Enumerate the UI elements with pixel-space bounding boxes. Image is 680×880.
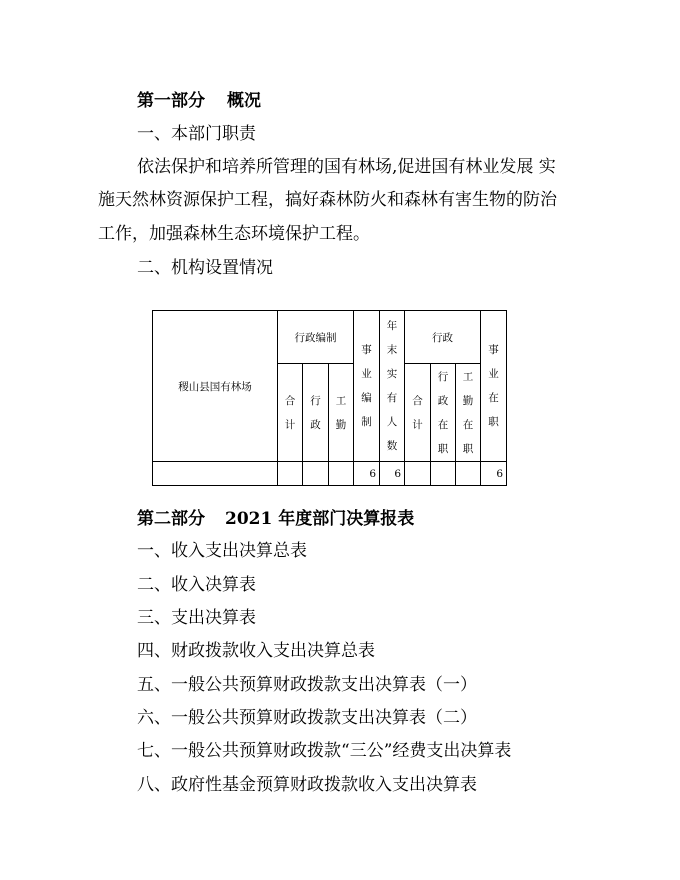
col-g1-admin-header: 行政 <box>303 364 329 462</box>
cell-unit <box>153 462 278 486</box>
part2-heading <box>137 509 680 529</box>
cell-year-end: 6 <box>380 462 405 486</box>
list-item: 三、支出决算表 <box>137 608 256 628</box>
cell-shiye-bianzhi: 6 <box>354 462 380 486</box>
list-item: 八、政府性基金预算财政拨款收入支出决算表 <box>137 775 477 795</box>
table-row <box>153 462 507 486</box>
section2-title: 二、机构设置情况 <box>137 258 273 278</box>
list-item: 七、一般公共预算财政拨款“三公”经费支出决算表 <box>137 741 512 761</box>
list-item: 五、一般公共预算财政拨款支出决算表（一） <box>137 675 477 695</box>
col-g2-total-header: 合计 <box>405 364 431 462</box>
col-g2-service-header: 工勤在职 <box>456 364 481 462</box>
cell-g1-service <box>329 462 354 486</box>
cell-shiye-zaizhi: 6 <box>481 462 507 486</box>
col-g1-service-header: 工勤 <box>329 364 354 462</box>
col-shiye-zaizhi-header: 事业在职 <box>481 311 507 462</box>
list-item: 四、财政拨款收入支出决算总表 <box>137 641 375 661</box>
col-shiye-bianzhi-header: 事业编制 <box>354 311 380 462</box>
part1-heading-number: 第一部分 <box>137 91 205 111</box>
section1-title: 一、本部门职责 <box>137 124 256 144</box>
part1-heading-title: 概况 <box>227 91 261 111</box>
part1-heading <box>137 91 680 111</box>
unit-name-cell: 稷山县国有林场 <box>153 311 278 462</box>
col-g1-total-header: 合计 <box>278 364 303 462</box>
list-item: 一、收入支出决算总表 <box>137 541 307 561</box>
group-admin-header: 行政 <box>405 311 481 364</box>
cell-g2-total <box>405 462 431 486</box>
part2-heading-title: 2021 年度部门决算报表 <box>225 509 415 529</box>
group-admin-staffing-header: 行政编制 <box>278 311 354 364</box>
duties-line-3: 工作，加强森林生态环境保护工程。 <box>98 224 370 244</box>
list-item: 六、一般公共预算财政拨款支出决算表（二） <box>137 708 477 728</box>
cell-g1-total <box>278 462 303 486</box>
cell-g2-admin <box>431 462 456 486</box>
cell-g2-service <box>456 462 481 486</box>
duties-line-1: 依法保护和培养所管理的国有林场,促进国有林业发展 实 <box>137 157 556 177</box>
list-item: 二、收入决算表 <box>137 575 256 595</box>
col-g2-admin-header: 行政在职 <box>431 364 456 462</box>
col-year-end-header: 年末实有人数 <box>380 311 405 462</box>
part2-heading-number: 第二部分 <box>137 509 205 529</box>
staffing-table <box>152 310 507 486</box>
duties-line-2: 施天然林资源保护工程，搞好森林防火和森林有害生物的防治 <box>98 190 557 210</box>
cell-g1-admin <box>303 462 329 486</box>
